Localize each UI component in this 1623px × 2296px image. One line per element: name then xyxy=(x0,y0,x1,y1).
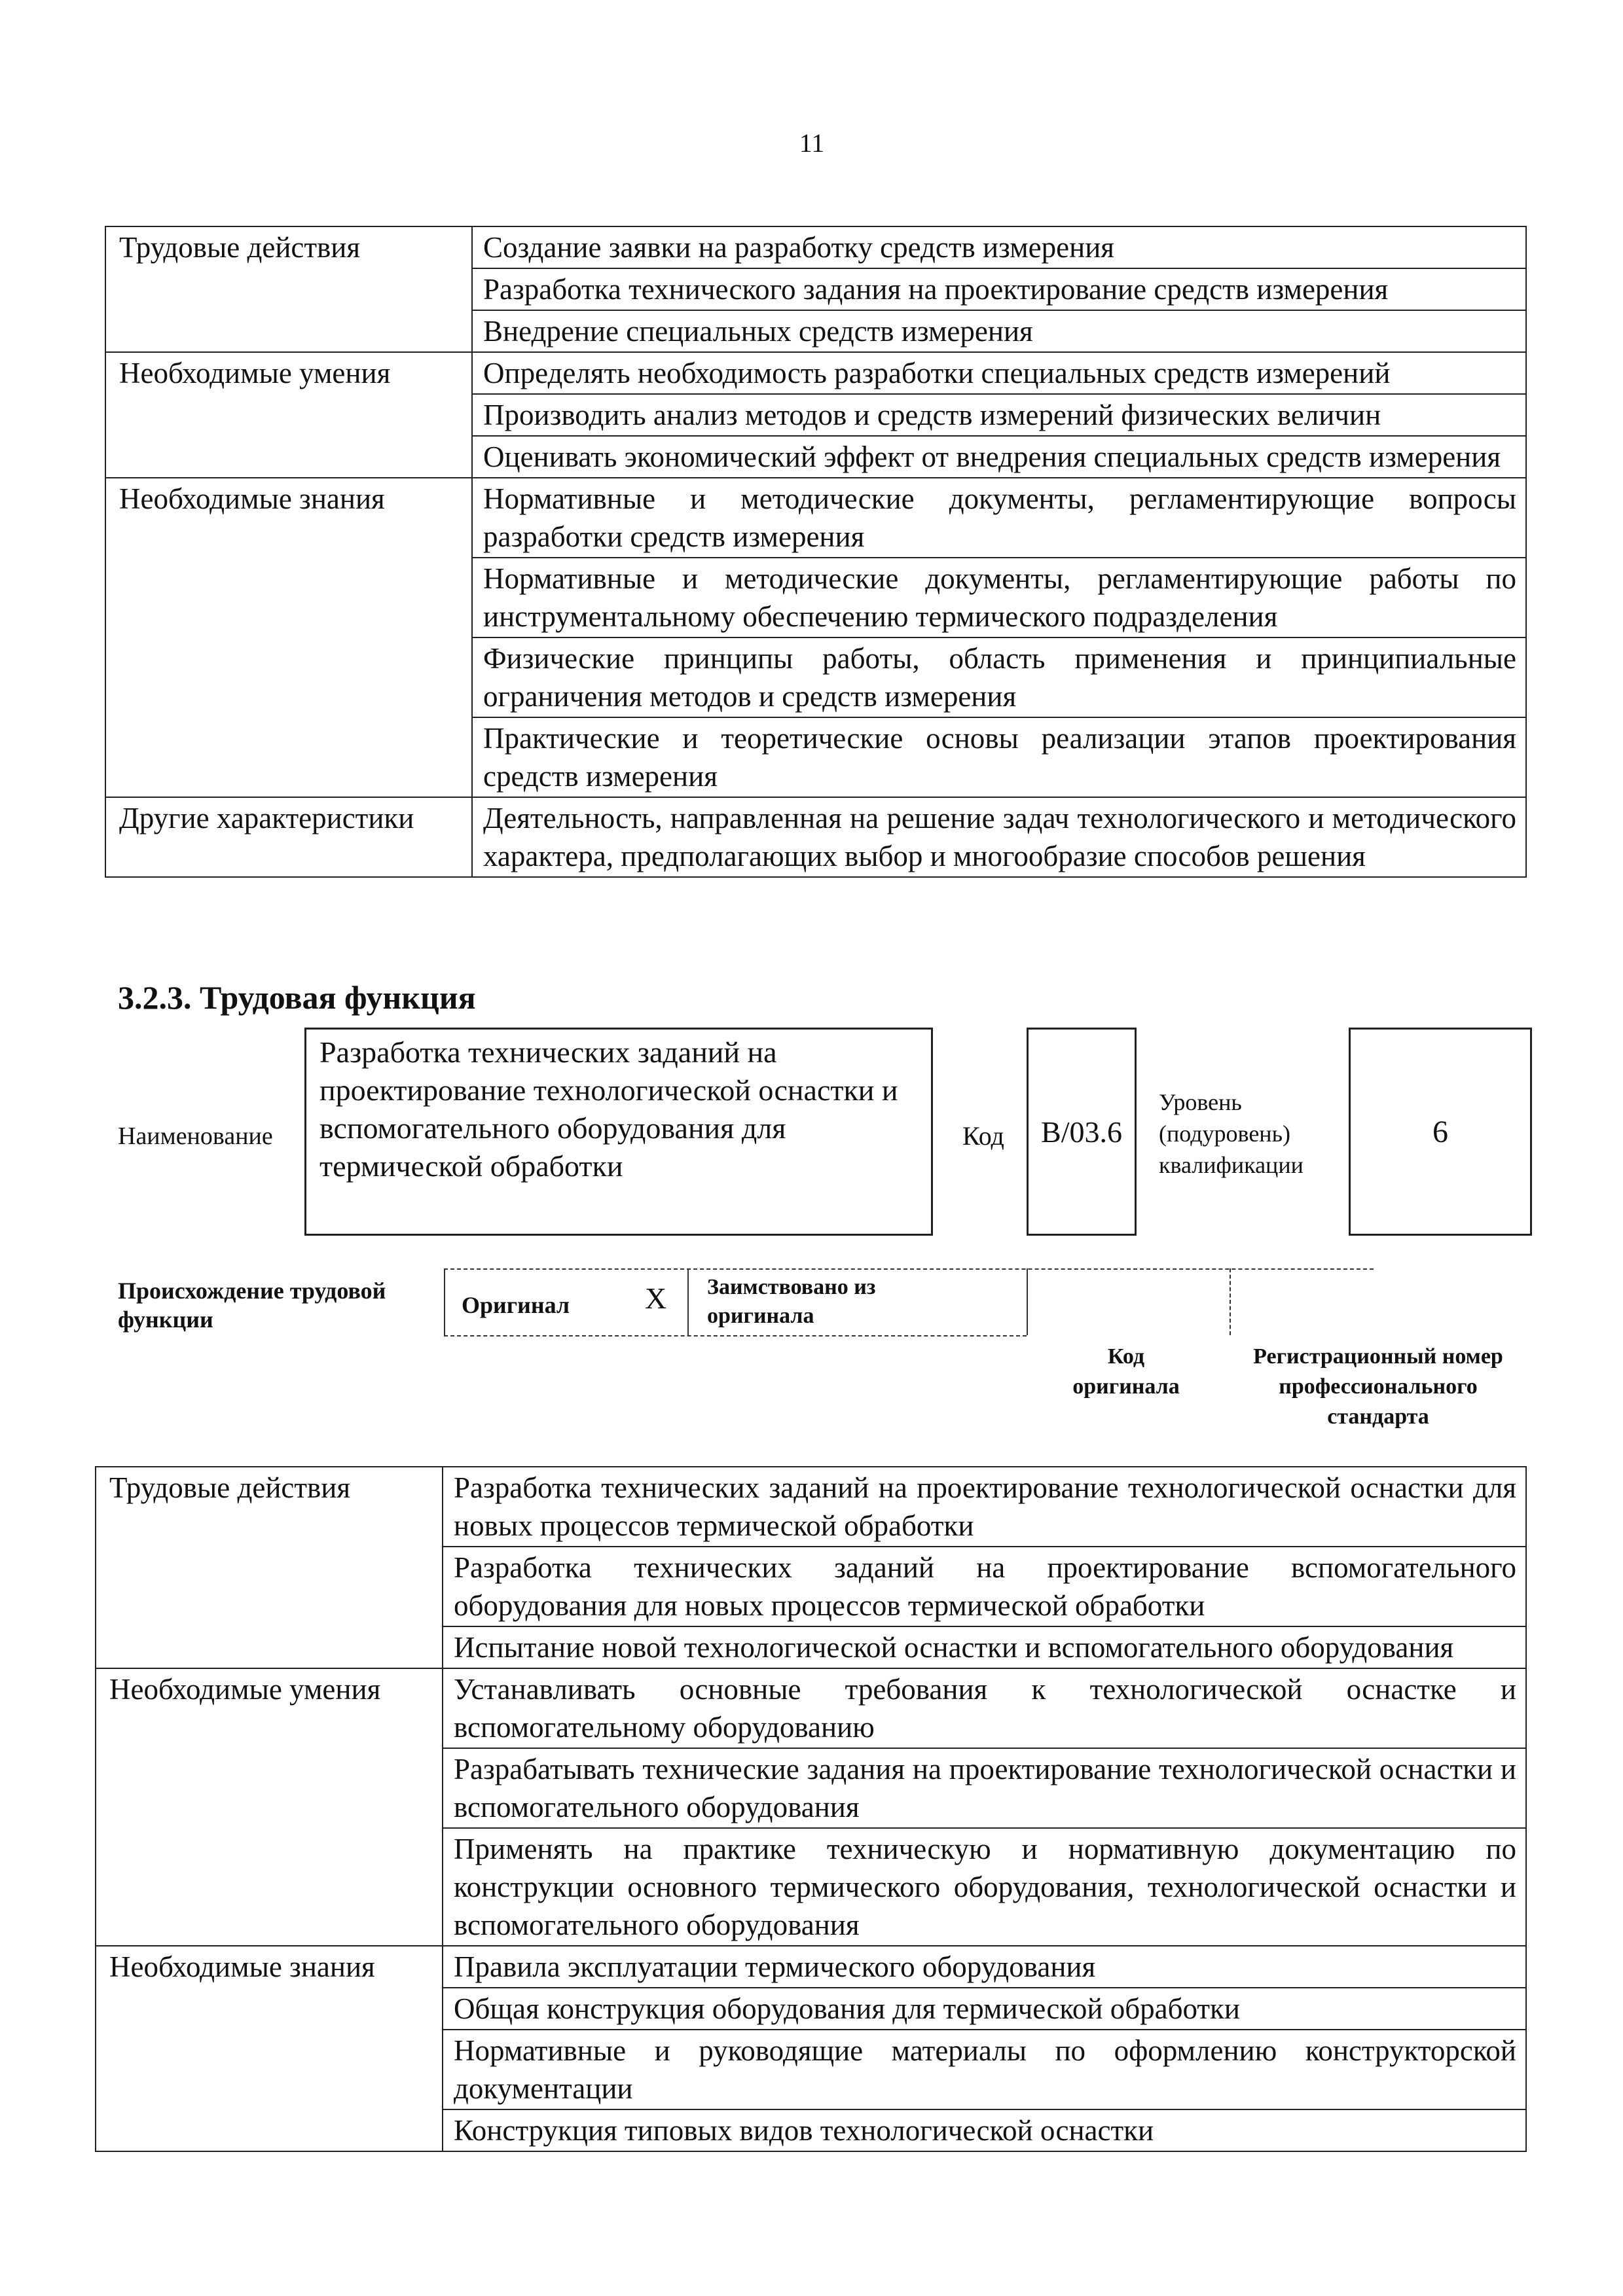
origin-original-option: Оригинал xyxy=(462,1292,570,1318)
row-item: Конструкция типовых видов технологической оснастки xyxy=(443,2109,1526,2151)
row-item: Разработка технических заданий на проектирование вспомогательного оборудования для новых процессов термической обработки xyxy=(443,1547,1526,1626)
row-category-label: Другие характеристики xyxy=(105,797,472,877)
competency-table-1 xyxy=(105,226,1527,878)
row-item: Практические и теоретические основы реализации этапов проектирования средств измерения xyxy=(472,717,1526,797)
origin-borrowed-option: Заимствовано из оригинала xyxy=(707,1275,876,1328)
function-name-box: Разработка технических заданий на проектирование технологической оснастки и вспомогательного оборудования для термической обработки xyxy=(304,1028,933,1236)
page-number: 11 xyxy=(799,128,825,158)
section-title: 3.2.3. Трудовая функция xyxy=(118,979,476,1016)
row-item: Устанавливать основные требования к технологической оснастке и вспомогательному оборудованию xyxy=(443,1668,1526,1748)
row-category-label: Необходимые знания xyxy=(105,478,472,797)
name-label: Наименование xyxy=(118,1122,273,1150)
code-label: Код xyxy=(962,1121,1004,1151)
row-item: Нормативные и методические документы, регламентирующие вопросы разработки средств измерения xyxy=(472,478,1526,558)
origin-mark: X xyxy=(645,1282,667,1315)
table-row xyxy=(105,478,1526,558)
row-item: Разработка технических заданий на проектирование технологической оснастки для новых процессов термической обработки xyxy=(443,1467,1526,1547)
row-item: Разрабатывать технические задания на проектирование технологической оснастки и вспомогательного оборудования xyxy=(443,1748,1526,1828)
table-row xyxy=(105,226,1526,268)
row-item: Применять на практике техническую и нормативную документацию по конструкции основного термического оборудования, технологической оснастки и вспомогательного оборудования xyxy=(443,1828,1526,1946)
row-item: Разработка технического задания на проектирование средств измерения xyxy=(472,268,1526,310)
row-category-label: Трудовые действия xyxy=(96,1467,443,1668)
row-category-label: Трудовые действия xyxy=(105,226,472,352)
level-label: Уровень (подуровень) квалификации xyxy=(1159,1089,1304,1178)
row-item: Оценивать экономический эффект от внедрения специальных средств измерения xyxy=(472,436,1526,478)
origin-registration-caption: Регистрационный номер профессионального стандарта xyxy=(1253,1344,1503,1429)
table-row xyxy=(96,1467,1526,1547)
row-category-label: Необходимые знания xyxy=(96,1946,443,2151)
row-item: Испытание новой технологической оснастки и вспомогательного оборудования xyxy=(443,1626,1526,1668)
row-category-label: Необходимые умения xyxy=(96,1668,443,1946)
qualification-level-box: 6 xyxy=(1349,1028,1532,1236)
table-row xyxy=(105,797,1526,877)
row-item: Нормативные и методические документы, регламентирующие работы по инструментальному обеспечению термического подразделения xyxy=(472,558,1526,637)
row-item: Нормативные и руководящие материалы по оформлению конструкторской документации xyxy=(443,2030,1526,2109)
row-item: Правила эксплуатации термического оборудования xyxy=(443,1946,1526,1988)
row-item: Внедрение специальных средств измерения xyxy=(472,310,1526,352)
row-item: Общая конструкция оборудования для термической обработки xyxy=(443,1988,1526,2030)
row-item: Создание заявки на разработку средств измерения xyxy=(472,226,1526,268)
table-row xyxy=(96,1946,1526,1988)
origin-code-caption: Код оригинала xyxy=(1072,1344,1180,1399)
table-row xyxy=(105,352,1526,394)
function-code-box: В/03.6 xyxy=(1027,1028,1137,1236)
competency-table-2 xyxy=(95,1466,1527,2152)
row-item: Деятельность, направленная на решение задач технологического и методического характера, предполагающих выбор и многообразие способов решения xyxy=(472,797,1526,877)
row-category-label: Необходимые умения xyxy=(105,352,472,478)
origin-label: Происхождение трудовой функции xyxy=(118,1278,386,1333)
table-row xyxy=(96,1668,1526,1748)
row-item: Определять необходимость разработки специальных средств измерений xyxy=(472,352,1526,394)
row-item: Производить анализ методов и средств измерений физических величин xyxy=(472,394,1526,436)
row-item: Физические принципы работы, область применения и принципиальные ограничения методов и средств измерения xyxy=(472,637,1526,717)
